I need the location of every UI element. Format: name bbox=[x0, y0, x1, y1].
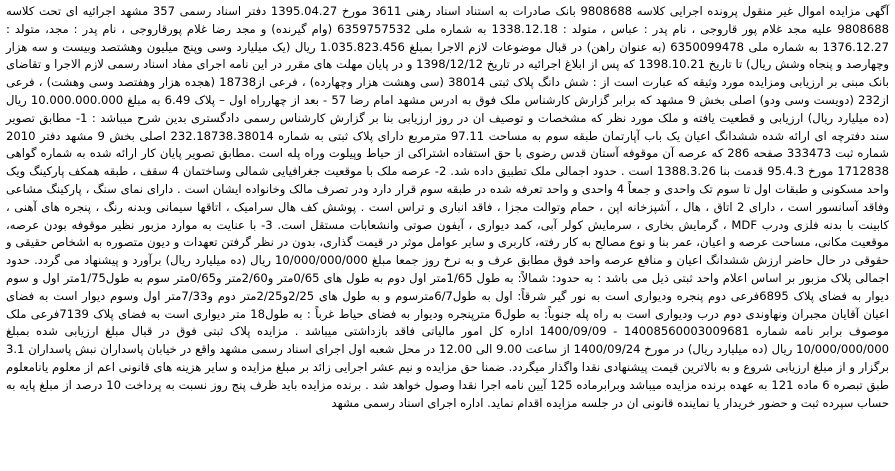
notice-body: آگهی مزایده اموال غیر منقول پرونده اجرایی کلاسه 9808688 بانک صادرات به استناد اسناد رهنی 3611 مورخ 1395.04.27 دفتر اسناد رسمی 357 مشهد اجرائیه ای تحت کلاسه 9808688 علیه مجد غلام پور قاروجی ، نام پدر : عباس ، متولد : 1338.12.18 به شماره ملی 6359757532 (وام گیرنده) و مجد رضا غلام پورقاروجی ، نام پدر : مجد، متولد : 1376.12.27 به شماره ملی 6350099478 (به عنوان راهن) در قبال موضوعات لازم الاجرا بمبلغ 1.035.823.456 ریال (یک میلیارد وسی وپنج میلیون وهشتصد وبیست و سه هزار وچهارصد و پنجاه وشش ریال) تا تاریخ 1398.10.21 که پس از ابلاغ اجرائیه در تاریخ 1398/12/12 و در پایان مهلت های مقرر در این نامه اجرای مفاد اسناد رسمی لازم الاجرا و تقاضای بانک مبنی بر ارزیابی ومزایده مورد وثیقه که عبارت است از : شش دانگ پلاک ثبتی 38014 (سی وهشت هزار وچهارده) ، فرعی از18738 (هجده هزار وهفتصد وسی وهشت) ، فرعی از232 (دویست وسی ودو) اصلی بخش 9 مشهد که برابر گزارش کارشناس ملک فوق به ادرس مشهد امام رضا 57 - بعد از چهارراه اول – پلاک 6.49 به مبلغ 10.000.000.000 ریال (ده میلیارد ریال) ارزیابی و قطعیت یافته و ملک مورد نظر که مشخصات و توصیف ان در روز ارزیابی بنا بر گزارش کارشناس رسمی دادگستری بدین شرح میباشد : 1- مطابق تصویر سند دفترچه ای ارائه شده ششدانگ اعیان یک باب آپارتمان طبقه سوم به مساحت 97.11 مترمربع دارای پلاک ثبتی به شماره 232.18738.38014 اصلی بخش 9 مشهد دفتر 2010 شماره ثبت 333473 صفحه 286 که عرصه آن موقوفه آستان قدس رضوی با حق استفاده اشتراکی از حیاط وپیلوت وراه پله است .مطابق تصویر پایان کار ارائه شده به شماره گواهی 1712838 مورخ 95.4.3 قدمت بنا 1388.3.26 است . حدود اجمالی ملک تطبیق داده شد. 2- عرصه ملک با موقعیت جغرافیایی شمالی وساختمان 4 سقف ، طبقه همکف پارکینگ ویک واحد مسکونی و طبقات اول تا سوم تک واحدی و جمعاً 4 واحدی و واحد تعرفه شده در طبقه سوم قرار دارد ودر تصرف مالک وخانواده ایشان است . دارای نمای سنگ ، پارکینگ مشاعی وفاقد آسانسور است ، دارای 2 اتاق ، هال ، آشپزخانه اپن ، حمام وتوالت مجزا ، فاقد انباری و تراس است . پوشش کف هال سرامیک ، اتاقها سیمانی وبدنه رنگ ، پنجره های آهنی ، کابینت با بدنه فلزی ودرب MDF ، گرمایش بخاری ، سرمایش کولر آبی، کمد دیواری ، آیفون صوتی وانشعابات مستقل است. 3- با عنایت به موارد مزبور نظیر موقوفه بودن عرصه، موقعیت مکانی، مساحت عرصه و اعیان، عمر بنا و نوع مصالح به کار رفته، کاربری و سایر عوامل موثر در قیمت گذاری، بدون در نظر گرفتن تعهدات و دیون متصوره به اشخاص حقیقی و حقوقی در حال حاضر ارزش ششدانگ اعیان و منافع عرصه واحد فوق مطابق عرف و به نرخ روز جمعا مبلغ 10/000/000/000 ریال (ده میلیارد ریال) برآورد و پیشنهاد می گردد. حدود اجمالی پلاک مزبور بر اساس اعلام واحد ثبتی ذیل می باشد : به حدود: شمالاً: به طول 1/65متر اول دوم به طول های 0/65متر و2/60متر و0/65متر سوم به طول1/75متر اول و سوم دیوار به فضای پلاک 6895فرعی دوم پنجره ودیواری است به نور گیر شرقاً: اول به طول6/7مترسوم و به طول های 2/25و2/25متر دوم و7/33متر اول وسوم دیوار است به فضای اعیان آقایان مجبران ونهاوندی دوم درب ودیواری است به راه پله جنوباً: به طول6 مترپنجره ودیوار به فضای حیاط غرباً : به طول18 متر دیواری است به فضای پلاک 7139فرعی ملک موصوف برابر نامه شماره 14008560003009681 - 1400/09/09 اداره کل امور مالیاتی فاقد بازداشتی میباشد . مزایده پلاک ثبتی فوق در قبال مبلغ ارزیابی شده بمبلغ 10/000/000/000 ریال (ده میلیارد ریال) در مورخ 1400/09/24 از ساعت 9.00 الی 12.00 در محل شعبه اول اجرای اسناد رسمی مشهد واقع در خیابان پاسداران نبش پاسداران 3.1 برگزار و از مبلغ ارزیابی شروع و به بالاترین قیمت پیشنهادی نقدا واگذار میگردد. ضمنا حق مزایده و نیم عشر اجرایی زائد بر مبلغ مزایده و سایر هزینه های قانونی اعم از معلوم یانامعلوم طبق تبصره 6 ماده 121 به عهده برنده مزایده میباشد وبرابرماده 125 آیین نامه اجرا نقدا وصول خواهد شد . برنده مزایده باید ظرف پنج روز نسبت به پرداخت 10 درصد از مبلغ پایه به حساب سپرده ثبت و حضور خریدار یا نماینده قانونی ان در جلسه مزایده اقدام نماید. اداره اجرای اسناد رسمی مشهد bbox=[6, 4, 890, 410]
